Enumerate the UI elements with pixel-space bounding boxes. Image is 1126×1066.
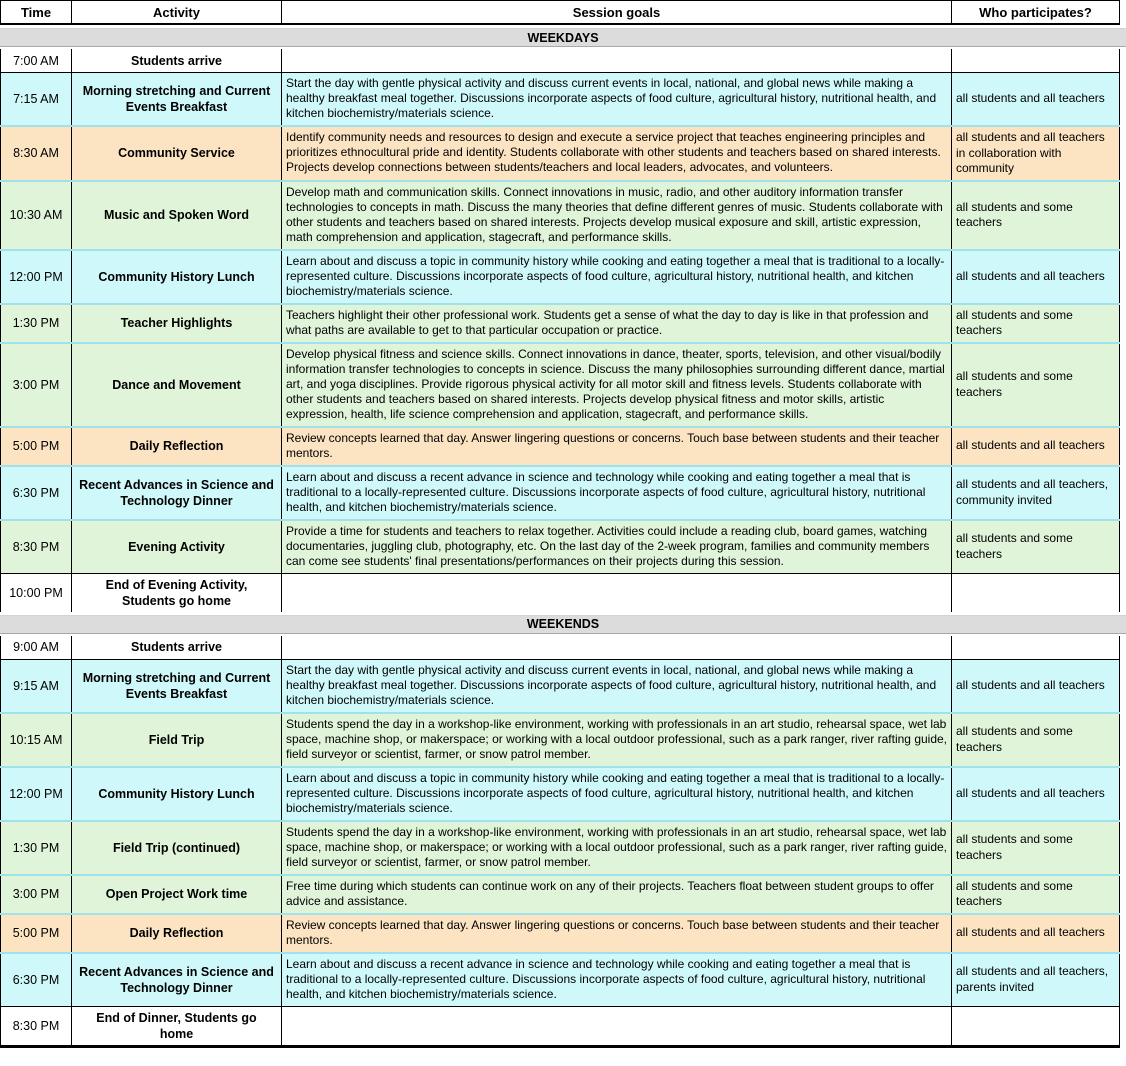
time-cell-text: 9:15 AM: [13, 678, 59, 693]
goals-cell-text: Start the day with gentle physical activity and discuss current events in local, national, and global news while making a healthy breakfast meal together. Discussions incorporate aspects of food culture, agricultural history, nutritional health, and kitchen biochemistry/materials science.: [286, 76, 937, 120]
goals-cell: [282, 182, 952, 249]
time-cell: [0, 251, 72, 303]
time-cell-text: 3:00 PM: [12, 887, 60, 901]
activity-cell: [72, 636, 282, 659]
activity-cell: [72, 521, 282, 573]
activity-cell-text: Dance and Movement: [112, 377, 241, 392]
who-cell: [952, 127, 1120, 180]
goals-cell: [282, 428, 952, 465]
goals-cell: [282, 876, 952, 913]
activity-cell-text: Daily Reflection: [129, 439, 224, 453]
who-cell: [952, 251, 1120, 303]
table-row: [0, 519, 1120, 573]
activity-cell-text: Community History Lunch: [98, 269, 255, 284]
who-cell-text: all students and all teachers: [956, 925, 1105, 940]
who-cell-text: all students and all teachers: [956, 91, 1105, 106]
time-cell-text: 10:15 AM: [9, 732, 63, 747]
time-cell: [0, 768, 72, 820]
time-cell-text: 3:00 PM: [12, 377, 60, 392]
time-cell-text: 5:00 PM: [12, 926, 60, 940]
activity-cell-text: Students arrive: [130, 53, 222, 68]
activity-cell: [72, 49, 282, 72]
time-cell: [0, 521, 72, 573]
table-row: [0, 426, 1120, 465]
goals-cell: [282, 521, 952, 573]
goals-cell-text: Learn about and discuss a recent advance in science and technology while cooking and eating together a meal that is traditional to a locally-represented culture. Discussions incorporate aspects of food culture, agricultural history, nutritional health, and kitchen biochemistry/materials science.: [286, 956, 926, 1001]
activity-cell-text: Morning stretching and Current Events Breakfast: [82, 84, 271, 114]
activity-cell: [72, 876, 282, 913]
time-cell-text: 8:30 AM: [13, 146, 59, 161]
who-cell-text: all students and some teachers: [956, 878, 1073, 908]
who-cell-text: all students and some teachers: [956, 369, 1073, 399]
who-cell-text: all students and some teachers: [956, 307, 1073, 337]
activity-cell-text: Students arrive: [130, 640, 222, 654]
who-cell: [952, 954, 1120, 1006]
time-cell: [0, 822, 72, 874]
time-cell: [0, 344, 72, 426]
goals-cell-text: Students spend the day in a workshop-like environment, working with professionals in an art studio, rehearsal space, wet lab space, machine shop, or makerspace; or working with a local outdoor professional, such as a park ranger, river rafting guide, field surveyor or scientist, farmer, or snow patrol member.: [286, 824, 948, 869]
column-header-time: Time: [0, 1, 72, 23]
who-cell: [952, 521, 1120, 573]
column-header-who-participates: Who participates?: [952, 1, 1120, 23]
time-cell: [0, 73, 72, 125]
table-row: [0, 249, 1120, 303]
time-cell: [0, 876, 72, 913]
table-row: [0, 72, 1120, 125]
activity-cell-text: End of Evening Activity, Students go home: [105, 577, 248, 608]
activity-cell: [72, 251, 282, 303]
activity-cell: [72, 305, 282, 342]
goals-cell: [282, 714, 952, 766]
activity-cell: [72, 915, 282, 952]
who-cell: [952, 467, 1120, 519]
activity-cell: [72, 1007, 282, 1045]
goals-cell-text: Develop math and communication skills. Connect innovations in music, radio, and other auditory information transfer technologies to concepts in math. Discuss the many theories that define different genres of music. Students collaborate with other students and teachers based on shared interests. Projects develop musical exposure and skill, artistic expression, math comprehension and application, stagecraft, and performance skills.: [286, 184, 943, 244]
activity-cell-text: Recent Advances in Science and Technology Dinner: [79, 964, 274, 995]
goals-cell: [282, 127, 952, 180]
activity-cell: [72, 574, 282, 612]
time-cell-text: 7:15 AM: [13, 92, 59, 106]
goals-cell-text: Learn about and discuss a recent advance in science and technology while cooking and eating together a meal that is traditional to a locally-represented culture. Discussions incorporate aspects of food culture, agricultural history, nutritional health, and kitchen biochemistry/materials science.: [286, 469, 926, 514]
activity-cell-text: Teacher Highlights: [120, 316, 233, 330]
who-cell: [952, 182, 1120, 249]
goals-cell-text: Review concepts learned that day. Answer lingering questions or concerns. Touch base between students and their teacher mentors.: [286, 917, 940, 947]
who-cell-text: all students and all teachers: [956, 268, 1105, 283]
activity-cell-text: Music and Spoken Word: [104, 208, 249, 222]
activity-cell: [72, 428, 282, 465]
time-cell-text: 10:30 AM: [9, 208, 63, 222]
activity-cell-text: Recent Advances in Science and Technology Dinner: [79, 477, 274, 508]
goals-cell-text: Provide a time for students and teachers to relax together. Activities could include a reading club, board games, watching documentaries, juggling club, photography, etc. On the last day of the 2-week program, families and community members can come see students' final presentations/performances on their projects during this session.: [286, 523, 930, 568]
column-header-session-goals: Session goals: [282, 1, 952, 23]
activity-cell: [72, 73, 282, 125]
goals-cell-text: Develop physical fitness and science skills. Connect innovations in dance, theater, sports, television, and other visual/bodily information transfer technologies to concepts in science. Discuss the many philosophies surrounding different dance, martial art, and yoga disciplines. Provide rigorous physical activity for all motor skill and fitness levels. Students collaborate with other students and teachers based on shared interests. Projects develop physical fitness and motor skills, artistic expression, health, life science comprehension and application, stagecraft, and performance skills.: [286, 346, 945, 421]
time-cell-text: 1:30 PM: [12, 840, 60, 855]
activity-cell: [72, 127, 282, 180]
table-row: [0, 342, 1120, 426]
who-cell-text: all students and all teachers: [956, 677, 1105, 692]
who-cell-text: all students and all teachers: [956, 785, 1105, 800]
goals-cell: [282, 49, 952, 72]
time-cell: [0, 636, 72, 659]
time-cell-text: 9:00 AM: [13, 640, 59, 654]
table-row: [0, 49, 1120, 72]
activity-cell-text: Daily Reflection: [129, 926, 224, 940]
who-cell: [952, 73, 1120, 125]
table-row: [0, 125, 1120, 180]
who-cell-text: all students and some teachers: [956, 199, 1073, 229]
section-band-weekends: WEEKENDS: [0, 615, 1126, 634]
time-cell-text: 6:30 PM: [12, 485, 60, 500]
time-cell-text: 8:30 PM: [12, 539, 60, 554]
time-cell-text: 8:30 PM: [12, 1018, 60, 1033]
time-cell-text: 5:00 PM: [12, 439, 60, 453]
who-cell: [952, 1007, 1120, 1045]
time-cell: [0, 305, 72, 342]
who-cell: [952, 428, 1120, 465]
activity-cell: [72, 768, 282, 820]
time-cell: [0, 915, 72, 952]
table-row: [0, 820, 1120, 874]
time-cell-text: 12:00 PM: [9, 786, 63, 801]
who-cell: [952, 636, 1120, 659]
time-cell: [0, 49, 72, 72]
table-row: [0, 303, 1120, 342]
activity-cell: [72, 954, 282, 1006]
table-row: [0, 1006, 1120, 1048]
goals-cell-text: Review concepts learned that day. Answer lingering questions or concerns. Touch base between students and their teacher mentors.: [286, 430, 940, 460]
table-header-row: [0, 0, 1120, 25]
activity-cell-text: Field Trip (continued): [112, 840, 241, 855]
time-cell-text: 1:30 PM: [12, 316, 60, 330]
activity-cell: [72, 660, 282, 712]
table-body: [0, 28, 1126, 1048]
activity-cell-text: Morning stretching and Current Events Breakfast: [82, 670, 271, 701]
goals-cell-text: Start the day with gentle physical activity and discuss current events in local, national, and global news while making a healthy breakfast meal together. Discussions incorporate aspects of food culture, agricultural history, nutritional health, and kitchen biochemistry/materials science.: [286, 662, 937, 707]
goals-cell-text: Free time during which students can continue work on any of their projects. Teachers float between student groups to offer advice and assistance.: [286, 878, 934, 908]
who-cell-text: all students and all teachers, parents invited: [956, 964, 1109, 994]
who-cell-text: all students and all teachers: [956, 438, 1105, 453]
table-row: [0, 636, 1120, 659]
goals-cell: [282, 636, 952, 659]
who-cell: [952, 822, 1120, 874]
time-cell: [0, 1007, 72, 1045]
table-row: [0, 874, 1120, 913]
table-row: [0, 952, 1120, 1006]
goals-cell: [282, 954, 952, 1006]
table-row: [0, 659, 1120, 712]
time-cell-text: 12:00 PM: [9, 269, 63, 284]
goals-cell: [282, 305, 952, 342]
table-row: [0, 573, 1120, 612]
who-cell: [952, 49, 1120, 72]
goals-cell: [282, 574, 952, 612]
goals-cell: [282, 768, 952, 820]
who-cell-text: all students and all teachers in collaboration with community: [956, 130, 1105, 175]
time-cell: [0, 182, 72, 249]
table-row: [0, 180, 1120, 249]
table-row: [0, 712, 1120, 766]
goals-cell-text: Identify community needs and resources to design and execute a service project that teaches engineering principles and prioritizes ethnocultural pride and identity. Students collaborate with other students and teachers based on shared interests. Projects develop connections between students/teachers and local leaders, advocates, and volunteers.: [286, 130, 941, 175]
who-cell-text: all students and some teachers: [956, 832, 1073, 862]
activity-cell-text: Evening Activity: [128, 539, 225, 554]
goals-cell: [282, 73, 952, 125]
activity-cell: [72, 822, 282, 874]
time-cell-text: 7:00 AM: [13, 53, 59, 68]
activity-cell: [72, 344, 282, 426]
who-cell-text: all students and some teachers: [956, 531, 1073, 561]
time-cell: [0, 467, 72, 519]
who-cell-text: all students and all teachers, community invited: [956, 477, 1109, 507]
column-header-activity: Activity: [72, 1, 282, 23]
who-cell: [952, 768, 1120, 820]
who-cell: [952, 574, 1120, 612]
table-row: [0, 465, 1120, 519]
time-cell: [0, 660, 72, 712]
goals-cell: [282, 1007, 952, 1045]
who-cell: [952, 344, 1120, 426]
time-cell: [0, 428, 72, 465]
activity-cell-text: End of Dinner, Students go home: [96, 1010, 257, 1041]
goals-cell: [282, 344, 952, 426]
goals-cell-text: Students spend the day in a workshop-like environment, working with professionals in an art studio, rehearsal space, wet lab space, machine shop, or makerspace; or working with a local outdoor professional, such as a park ranger, river rafting guide, field surveyor or scientist, farmer, or snow patrol member.: [286, 716, 948, 761]
goals-cell-text: Learn about and discuss a topic in community history while cooking and eating together a meal that is traditional to a locally-represented culture. Discussions incorporate aspects of food culture, agricultural history, nutritional health, and kitchen biochemistry/materials science.: [286, 253, 945, 298]
time-cell-text: 10:00 PM: [9, 585, 63, 600]
activity-cell-text: Open Project Work time: [105, 887, 248, 901]
goals-cell-text: Teachers highlight their other professional work. Students get a sense of what the day to day is like in that profession and what paths are available to get to that particular occupation or practice.: [286, 307, 929, 337]
activity-cell-text: Community Service: [118, 146, 235, 161]
activity-cell-text: Field Trip: [148, 732, 205, 747]
who-cell: [952, 660, 1120, 712]
time-cell: [0, 127, 72, 180]
who-cell: [952, 714, 1120, 766]
goals-cell: [282, 915, 952, 952]
time-cell-text: 6:30 PM: [12, 972, 60, 987]
goals-cell: [282, 660, 952, 712]
who-cell: [952, 876, 1120, 913]
activity-cell: [72, 467, 282, 519]
table-row: [0, 766, 1120, 820]
section-band-weekdays: WEEKDAYS: [0, 28, 1126, 47]
goals-cell: [282, 822, 952, 874]
activity-cell-text: Community History Lunch: [98, 786, 255, 801]
activity-cell: [72, 714, 282, 766]
time-cell: [0, 574, 72, 612]
goals-cell-text: Learn about and discuss a topic in community history while cooking and eating together a meal that is traditional to a locally-represented culture. Discussions incorporate aspects of food culture, agricultural history, nutritional health, and kitchen biochemistry/materials science.: [286, 770, 945, 815]
goals-cell: [282, 467, 952, 519]
time-cell: [0, 714, 72, 766]
who-cell-text: all students and some teachers: [956, 724, 1073, 754]
who-cell: [952, 915, 1120, 952]
time-cell: [0, 954, 72, 1006]
table-row: [0, 913, 1120, 952]
goals-cell: [282, 251, 952, 303]
activity-cell: [72, 182, 282, 249]
who-cell: [952, 305, 1120, 342]
